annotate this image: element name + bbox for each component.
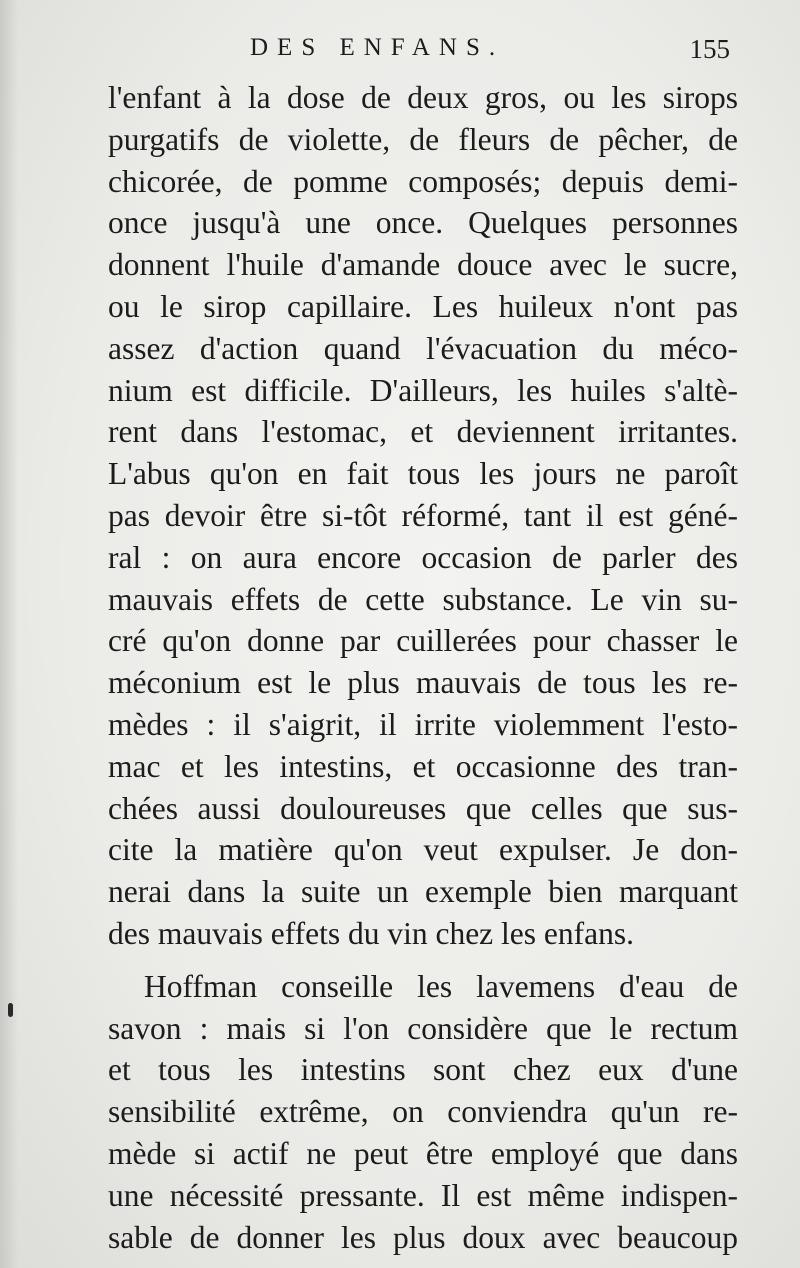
text-line: cite la matière qu'on veut expulser. Je don- [108,832,738,868]
text-line: des mauvais effets du vin chez les enfans. [108,915,634,951]
body-text [108,77,738,1258]
text-line: donnent l'huile d'amande douce avec le sucre, [108,247,738,283]
page-header [250,34,730,74]
text-line: sable de donner les plus doux avec beaucoup [108,1219,738,1255]
text-line: chées aussi douloureuses que celles que sus- [108,790,738,826]
text-line: L'abus qu'on en fait tous les jours ne paroît [108,456,738,492]
text-line: et tous les intestins sont chez eux d'une [108,1052,738,1088]
text-line: méconium est le plus mauvais de tous les re- [108,665,738,701]
text-line: l'enfant à la dose de deux gros, ou les sirops [108,80,738,115]
text-line: rent dans l'estomac, et deviennent irritantes. [108,414,738,450]
text-line: mède si actif ne peut être employé que dans [108,1135,738,1171]
text-line: mèdes : il s'aigrit, il irrite violemment l'esto- [108,706,738,742]
text-line: nium est difficile. D'ailleurs, les huiles s'altè- [108,372,738,408]
text-line: chicorée, de pomme composés; depuis demi- [108,163,738,199]
text-line: mac et les intestins, et occasionne des tran- [108,748,738,784]
text-line: ou le sirop capillaire. Les huileux n'ont pas [108,288,738,324]
text-line: cré qu'on donne par cuillerées pour chasser le [108,623,738,659]
text-line: une nécessité pressante. Il est même indispen- [108,1177,738,1213]
text-line: purgatifs de violette, de fleurs de pêcher, de [108,121,738,157]
margin-ink-mark [8,1003,13,1017]
text-line: Hoffman conseille les lavemens d'eau de [144,968,738,1004]
text-line: pas devoir être si-tôt réformé, tant il est géné- [108,497,738,533]
text-line: assez d'action quand l'évacuation du méco- [108,330,738,366]
text-line: nerai dans la suite un exemple bien marquant [108,874,738,910]
page-gutter-shadow [0,0,18,1268]
text-line: savon : mais si l'on considère que le rectum [108,1010,738,1046]
paragraph-gap [108,955,738,966]
text-line: ral : on aura encore occasion de parler des [108,539,738,575]
text-line: once jusqu'à une once. Quelques personnes [108,205,738,241]
text-line: sensibilité extrême, on conviendra qu'un re- [108,1094,738,1130]
text-line: mauvais effets de cette substance. Le vin su- [108,581,738,617]
running-head: DES ENFANS. [250,34,505,61]
page-number: 155 [689,34,730,64]
